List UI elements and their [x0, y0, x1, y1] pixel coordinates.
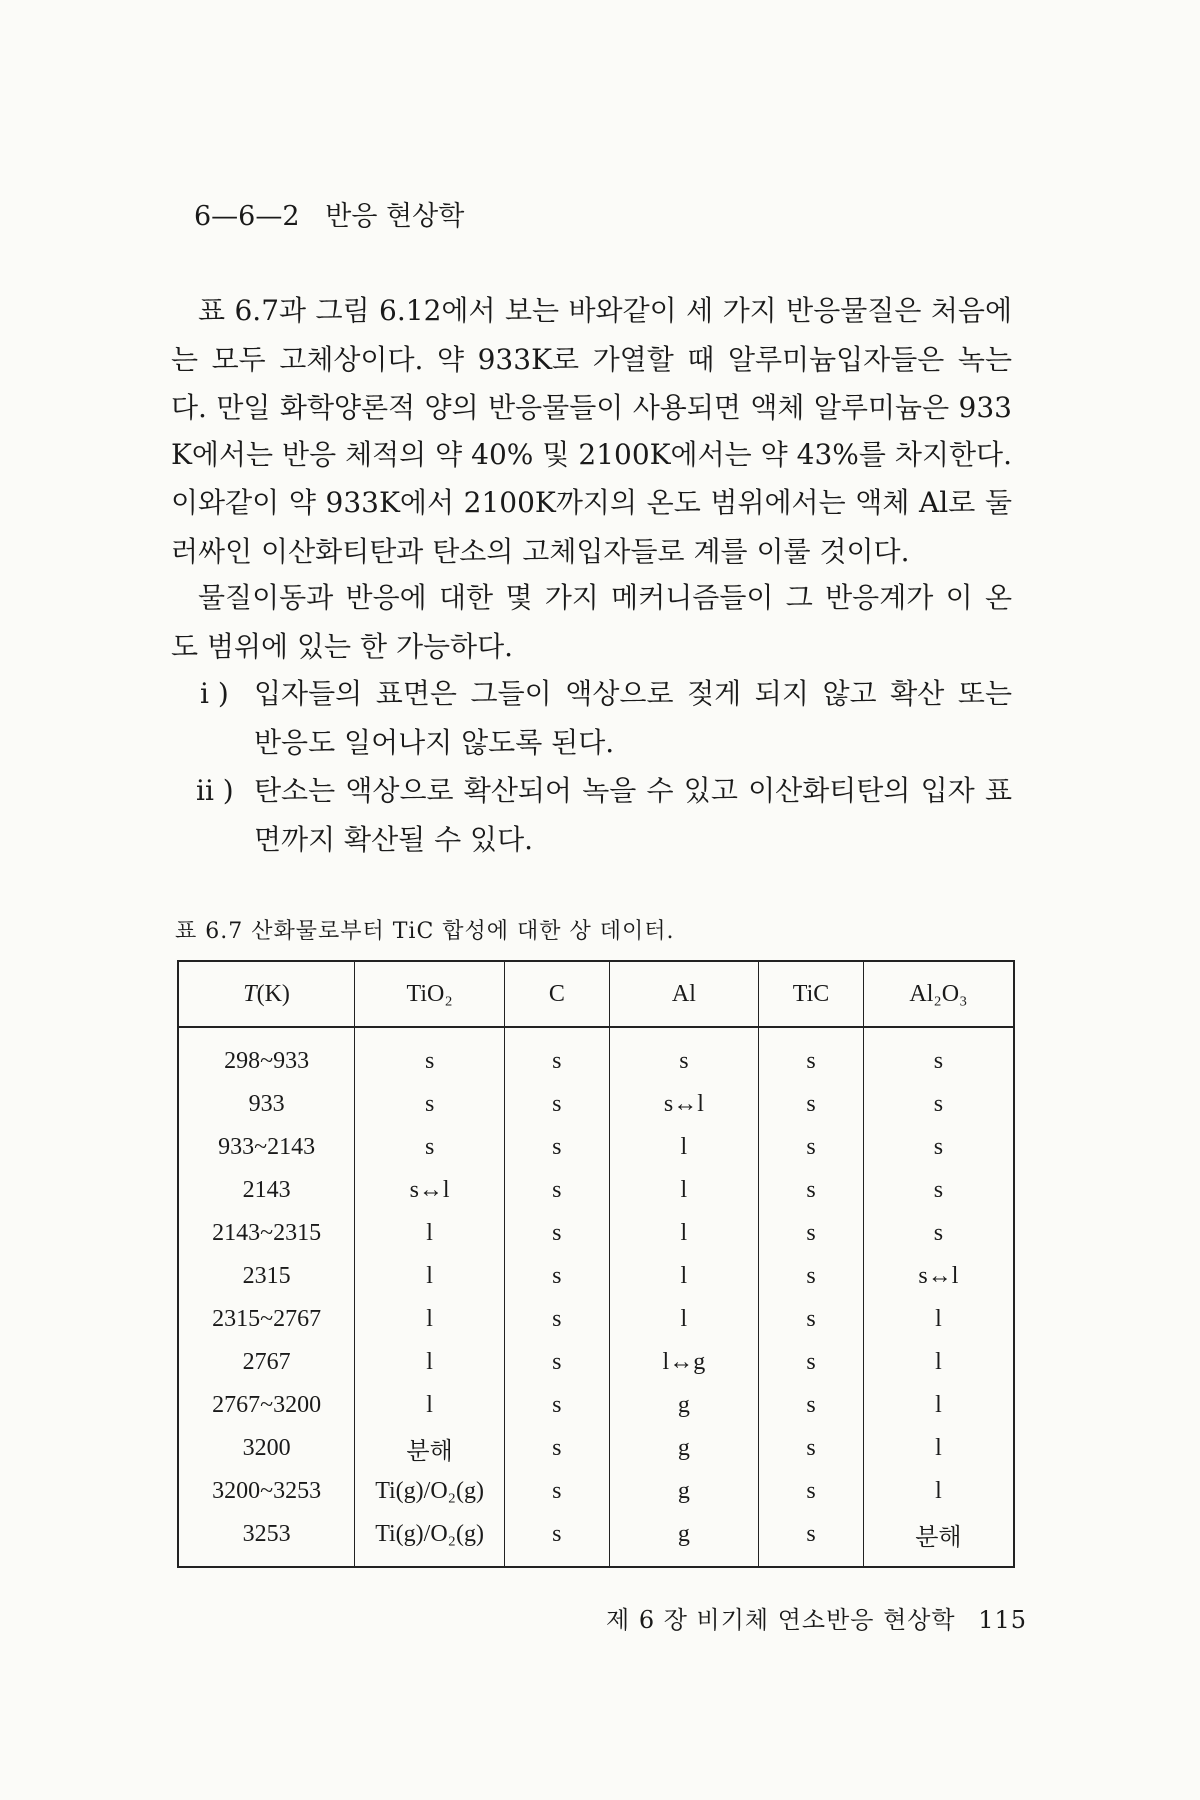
temperature-cell: 933	[248, 1091, 285, 1117]
table-row	[178, 1083, 1014, 1126]
phase-cell: g	[609, 1427, 759, 1470]
phase-cell: s↔l	[863, 1255, 1014, 1298]
table-row	[178, 1212, 1014, 1255]
section-number: 6—6—2	[194, 201, 300, 232]
phase-cell: s	[863, 1083, 1014, 1126]
phase-cell: 분해	[355, 1427, 505, 1470]
phase-cell: s	[863, 1027, 1014, 1083]
phase-cell: s	[505, 1083, 610, 1126]
table-row	[178, 1470, 1014, 1513]
phase-cell: s	[759, 1126, 864, 1169]
phase-cell: s	[355, 1083, 505, 1126]
phase-cell: l	[355, 1298, 505, 1341]
list-item-line: 면까지 확산될 수 있다.	[254, 823, 534, 856]
phase-cell: l	[863, 1470, 1014, 1513]
phase-cell: s	[759, 1212, 864, 1255]
paragraph-line: 러싸인 이산화티탄과 탄소의 고체입자들로 계를 이룰 것이다.	[171, 535, 910, 568]
list-item-number: ii )	[196, 774, 234, 807]
table-row	[178, 1169, 1014, 1212]
phase-cell: s	[505, 1255, 610, 1298]
phase-cell: l	[863, 1298, 1014, 1341]
list-item-line: 반응도 일어나지 않도록 된다.	[254, 726, 615, 759]
phase-cell: s	[355, 1126, 505, 1169]
paragraph-line: K에서는 반응 체적의 약 40% 및 2100K에서는 약 43%를 차지한다.	[171, 438, 1012, 471]
phase-cell: l	[863, 1427, 1014, 1470]
temperature-cell: 3200~3253	[212, 1478, 322, 1504]
phase-cell: s	[505, 1212, 610, 1255]
paragraph-line: 는 모두 고체상이다. 약 933K로 가열할 때 알루미늄입자들은 녹는	[171, 343, 1012, 376]
phase-cell: l	[355, 1341, 505, 1384]
phase-data-table	[177, 960, 1015, 1568]
phase-cell: l	[355, 1384, 505, 1427]
phase-cell: l	[609, 1298, 759, 1341]
phase-cell: s	[759, 1027, 864, 1083]
column-header-tic: TiC	[759, 961, 864, 1027]
section-heading	[194, 194, 464, 233]
paragraph-line: 다. 만일 화학양론적 양의 반응물들이 사용되면 액체 알루미늄은 933	[171, 391, 1012, 424]
temperature-cell: 3200	[242, 1435, 291, 1461]
paragraph-line: 표 6.7과 그림 6.12에서 보는 바와같이 세 가지 반응물질은 처음에	[198, 294, 1012, 327]
paragraph-line: 이와같이 약 933K에서 2100K까지의 온도 범위에서는 액체 Al로 둘	[171, 486, 1012, 519]
phase-cell: g	[609, 1470, 759, 1513]
phase-cell: s	[759, 1255, 864, 1298]
phase-cell: s	[759, 1513, 864, 1567]
phase-cell: 분해	[863, 1513, 1014, 1567]
phase-cell: l	[355, 1212, 505, 1255]
phase-cell: s↔l	[355, 1169, 505, 1212]
column-header-temperature	[178, 961, 355, 1027]
phase-cell: Ti(g)/O₂(g)	[355, 1513, 505, 1567]
phase-cell: l↔g	[609, 1341, 759, 1384]
temperature-cell: 3253	[242, 1521, 291, 1547]
temperature-cell: 2315~2767	[212, 1306, 322, 1332]
phase-cell: l	[609, 1255, 759, 1298]
temperature-cell: 2767~3200	[212, 1392, 322, 1418]
list-item-line: 탄소는 액상으로 확산되어 녹을 수 있고 이산화티탄의 입자 표	[254, 774, 1012, 807]
phase-cell: s	[355, 1027, 505, 1083]
phase-cell: s	[505, 1470, 610, 1513]
temperature-cell: 2143~2315	[212, 1220, 322, 1246]
table-row	[178, 1027, 1014, 1083]
column-header-al2o3: Al₂O₃	[863, 961, 1014, 1027]
phase-cell: s	[609, 1027, 759, 1083]
phase-cell: s	[759, 1470, 864, 1513]
list-item-number: i )	[200, 677, 229, 710]
temperature-cell: 933~2143	[218, 1134, 316, 1160]
table-row	[178, 1298, 1014, 1341]
phase-cell: s	[759, 1427, 864, 1470]
temperature-cell: 2315	[242, 1263, 291, 1289]
table-row	[178, 1427, 1014, 1470]
table-body	[178, 1027, 1014, 1567]
phase-cell: s	[505, 1298, 610, 1341]
phase-cell: s	[505, 1513, 610, 1567]
phase-cell: s	[863, 1212, 1014, 1255]
phase-cell: s	[759, 1298, 864, 1341]
phase-cell: s	[505, 1169, 610, 1212]
phase-cell: s	[759, 1083, 864, 1126]
page-number: 115	[978, 1606, 1028, 1634]
table-caption: 표 6.7 산화물로부터 TiC 합성에 대한 상 데이터.	[175, 919, 675, 944]
phase-cell: l	[355, 1255, 505, 1298]
table-header-row	[178, 961, 1014, 1027]
phase-cell: s	[863, 1126, 1014, 1169]
running-footer-title: 제 6 장 비기체 연소반응 현상학	[606, 1606, 956, 1634]
table-row	[178, 1126, 1014, 1169]
column-header-tio2: TiO₂	[355, 961, 505, 1027]
paragraph-line: 도 범위에 있는 한 가능하다.	[171, 630, 514, 663]
temperature-cell: 298~933	[224, 1048, 310, 1074]
table-row	[178, 1384, 1014, 1427]
section-title: 반응 현상학	[325, 201, 465, 232]
temperature-cell: 2143	[242, 1177, 291, 1203]
header-symbol: T	[243, 980, 257, 1007]
phase-cell: l	[609, 1212, 759, 1255]
phase-cell: Ti(g)/O₂(g)	[355, 1470, 505, 1513]
header-unit: (K)	[256, 980, 290, 1007]
phase-cell: s	[505, 1126, 610, 1169]
temperature-cell: 2767	[242, 1349, 291, 1375]
phase-cell: s↔l	[609, 1083, 759, 1126]
column-header-c: C	[505, 961, 610, 1027]
phase-cell: s	[505, 1027, 610, 1083]
phase-cell: l	[609, 1126, 759, 1169]
paragraph-line: 물질이동과 반응에 대한 몇 가지 메커니즘들이 그 반응계가 이 온	[198, 581, 1012, 614]
phase-cell: s	[505, 1341, 610, 1384]
phase-cell: s	[505, 1427, 610, 1470]
table-row	[178, 1255, 1014, 1298]
phase-cell: s	[759, 1341, 864, 1384]
phase-cell: g	[609, 1513, 759, 1567]
phase-cell: g	[609, 1384, 759, 1427]
phase-cell: l	[863, 1341, 1014, 1384]
phase-cell: s	[505, 1384, 610, 1427]
phase-cell: s	[863, 1169, 1014, 1212]
phase-cell: s	[759, 1384, 864, 1427]
column-header-al: Al	[609, 961, 759, 1027]
phase-cell: l	[863, 1384, 1014, 1427]
phase-cell: l	[609, 1169, 759, 1212]
page-footer	[606, 1600, 1027, 1635]
table-row	[178, 1513, 1014, 1567]
phase-cell: s	[759, 1169, 864, 1212]
list-item-line: 입자들의 표면은 그들이 액상으로 젖게 되지 않고 확산 또는	[254, 677, 1012, 710]
table-row	[178, 1341, 1014, 1384]
